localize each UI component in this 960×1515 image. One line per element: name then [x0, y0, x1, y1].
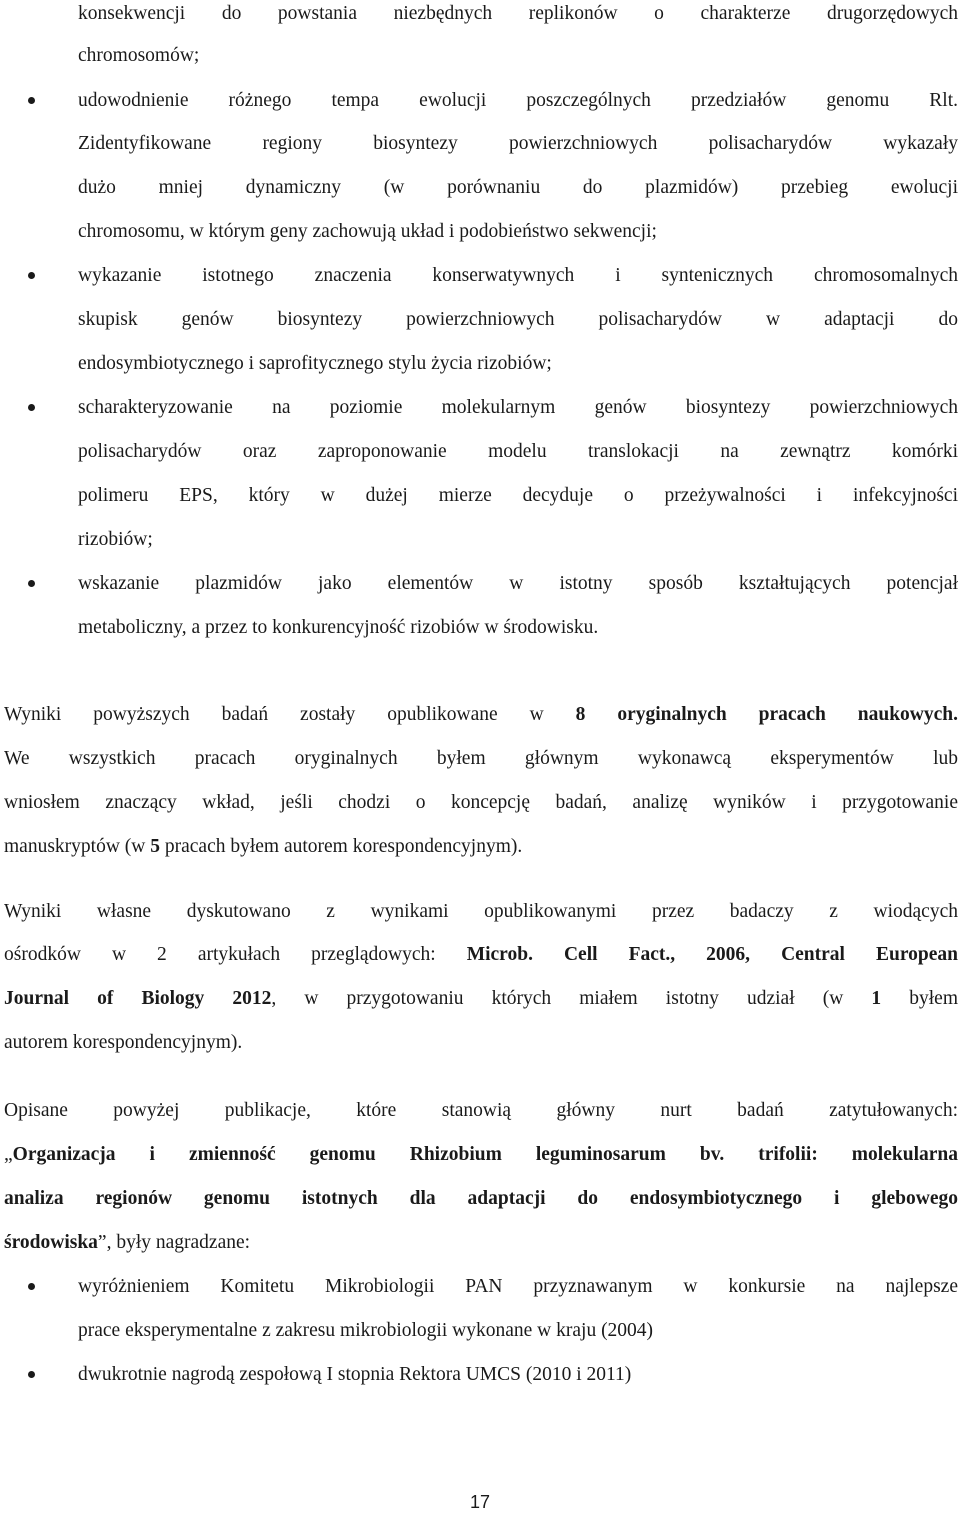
bold-emphasis: 5 — [150, 836, 160, 857]
text-line: polisacharydów oraz zaproponowanie modelu translokacji na zewnątrz komórki — [78, 441, 958, 462]
text-line: konsekwencji do powstania niezbędnych replikonów o charakterze drugorzędowych — [78, 3, 958, 24]
text-line: środowiska”, były nagradzane: — [4, 1232, 251, 1253]
text-line: wskazanie plazmidów jako elementów w istotny sposób kształtujących potencjał — [78, 573, 958, 594]
bold-emphasis: 8 oryginalnych pracach naukowych — [575, 704, 954, 725]
text-line: Wyniki własne dyskutowano z wynikami opublikowanymi przez badaczy z wiodących — [4, 901, 958, 922]
text-line: chromosomów; — [78, 45, 200, 66]
text-line: Opisane powyżej publikacje, które stanowią główny nurt badań zatytułowanych: — [4, 1100, 958, 1121]
bullet-marker — [28, 272, 35, 279]
text-line: wyróżnieniem Komitetu Mikrobiologii PAN przyznawanym w konkursie na najlepsze — [78, 1276, 958, 1297]
bullet-marker — [28, 1371, 35, 1378]
text-line: udowodnienie różnego tempa ewolucji poszczególnych przedziałów genomu Rlt. — [78, 90, 958, 111]
text-line: „Organizacja i zmienność genomu Rhizobium leguminosarum bv. trifolii: molekularna — [4, 1144, 958, 1165]
bullet-marker — [28, 1283, 35, 1290]
text-line: chromosomu, w którym geny zachowują układ i podobieństwo sekwencji; — [78, 221, 657, 242]
text-line: We wszystkich pracach oryginalnych byłem głównym wykonawcą eksperymentów lub — [4, 748, 958, 769]
text-line: rizobiów; — [78, 529, 153, 550]
journal-name: Microb. Cell Fact. — [466, 944, 671, 965]
bold-emphasis: 1 — [871, 988, 882, 1009]
page-number: 17 — [469, 1492, 491, 1512]
text-line: metaboliczny, a przez to konkurencyjność rizobiów w środowisku. — [78, 617, 599, 638]
text-line: manuskryptów (w 5 pracach byłem autorem korespondencyjnym). — [4, 836, 523, 857]
journal-name: Journal of Biology 2012 — [4, 988, 272, 1009]
bullet-marker — [28, 97, 35, 104]
text-line: Wyniki powyższych badań zostały opublikowane w 8 oryginalnych pracach naukowych. — [4, 704, 959, 725]
bullet-marker — [28, 580, 35, 587]
research-title: Organizacja i zmienność genomu Rhizobium leguminosarum bv. trifolii: molekularna — [12, 1144, 958, 1165]
text-line: skupisk genów biosyntezy powierzchniowych polisacharydów w adaptacji do — [78, 309, 958, 330]
text-line: ośrodków w 2 artykułach przeglądowych: Microb. Cell Fact., 2006, Central European — [4, 944, 958, 965]
research-title: środowiska — [4, 1232, 98, 1253]
text-line: autorem korespondencyjnym). — [4, 1032, 243, 1053]
text-line: wniosłem znaczący wkład, jeśli chodzi o koncepcję badań, analizę wyników i przygotowanie — [4, 792, 958, 813]
text-line: polimeru EPS, który w dużej mierze decyduje o przeżywalności i infekcyjności — [78, 485, 958, 506]
text-line: Journal of Biology 2012, w przygotowaniu których miałem istotny udział (w 1 byłem — [4, 988, 958, 1009]
text-line: prace eksperymentalne z zakresu mikrobiologii wykonane w kraju (2004) — [78, 1320, 654, 1341]
text-line — [4, 1184, 958, 1214]
text-line: scharakteryzowanie na poziomie molekularnym genów biosyntezy powierzchniowych — [78, 397, 958, 418]
text-line: dużo mniej dynamiczny (w porównaniu do plazmidów) przebieg ewolucji — [78, 177, 958, 198]
research-title: analiza regionów genomu istotnych dla adaptacji do endosymbiotycznego i glebowego — [4, 1188, 958, 1209]
bullet-marker — [28, 404, 35, 411]
text-line: Zidentyfikowane regiony biosyntezy powierzchniowych polisacharydów wykazały — [78, 133, 958, 154]
text-line: endosymbiotycznego i saprofitycznego stylu życia rizobiów; — [78, 353, 552, 374]
text-line: wykazanie istotnego znaczenia konserwatywnych i syntenicznych chromosomalnych — [78, 265, 958, 286]
text-line: dwukrotnie nagrodą zespołową I stopnia Rektora UMCS (2010 i 2011) — [78, 1364, 632, 1385]
